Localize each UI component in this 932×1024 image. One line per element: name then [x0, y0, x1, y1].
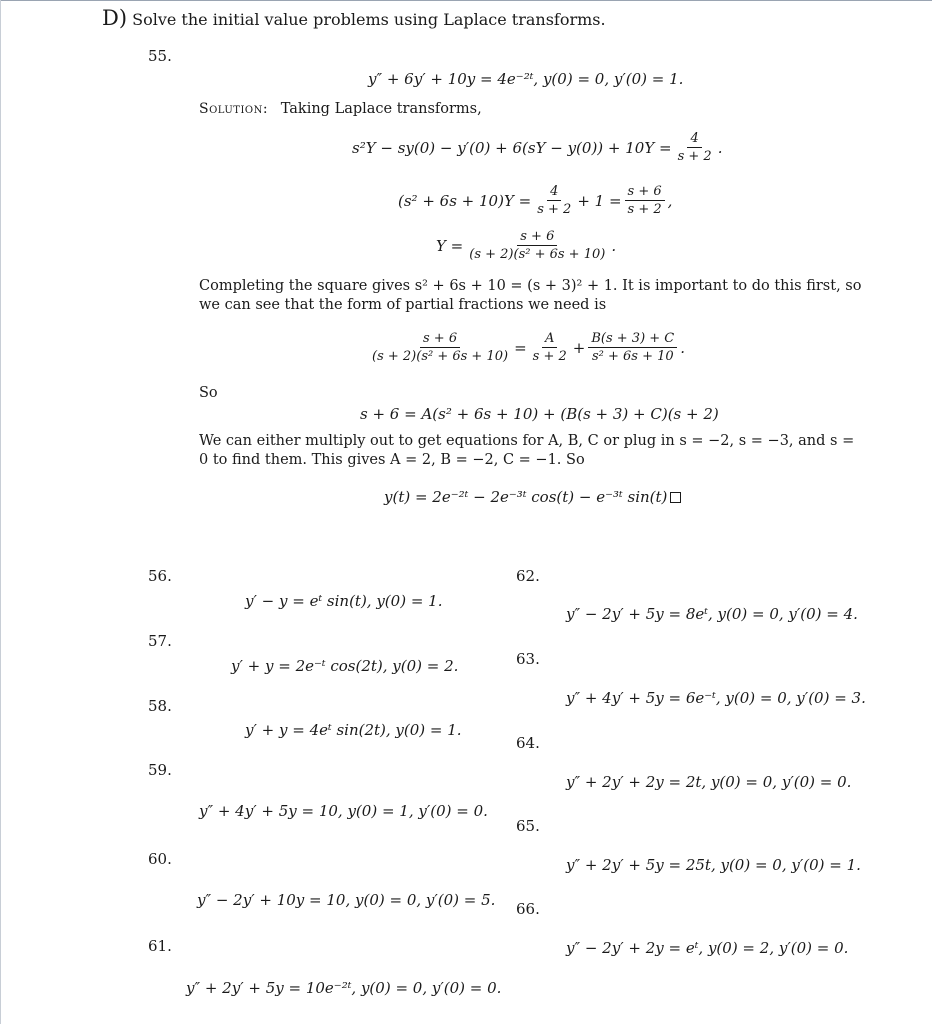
problem-equation-56: y′ − y = eᵗ sin(t), y(0) = 1.	[245, 592, 443, 610]
problem-equation-60: y″ − 2y′ + 10y = 10, y(0) = 0, y′(0) = 5.	[197, 891, 496, 909]
line2-f1-numerator: 4	[547, 184, 561, 201]
section-header	[102, 6, 606, 30]
pf-fraction-1	[369, 331, 511, 364]
pf-f1-denominator: (s + 2)(s² + 6s + 10)	[372, 349, 509, 364]
identity-equation: s + 6 = A(s² + 6s + 10) + (B(s + 3) + C)(s + 2)	[360, 405, 719, 423]
problem-number-62: 62.	[516, 567, 540, 585]
final-answer	[384, 488, 681, 506]
line3-lhs: Y =	[436, 236, 464, 255]
line1-lhs: s²Y − sy(0) − y′(0) + 6(sY − y(0)) + 10Y =	[352, 138, 672, 157]
answer-text: y(t) = 2e⁻²ᵗ − 2e⁻³ᵗ cos(t) − e⁻³ᵗ sin(t)	[384, 488, 668, 506]
transform-line-1	[352, 131, 722, 164]
problem-equation-58: y′ + y = 4eᵗ sin(2t), y(0) = 1.	[245, 721, 462, 739]
problem-number-59: 59.	[148, 761, 172, 779]
pf-f2-denominator: s + 2	[532, 349, 567, 364]
line2-fraction-2	[625, 184, 665, 217]
line2-f2-denominator: s + 2	[627, 202, 662, 217]
problem-number-56: 56.	[148, 567, 172, 585]
example-equation: y″ + 6y′ + 10y = 4e⁻²ᵗ, y(0) = 0, y′(0) = 1.	[368, 70, 684, 88]
line1-end: .	[717, 138, 723, 157]
pf-f3-denominator: s² + 6s + 10	[591, 349, 674, 364]
problem-equation-65: y″ + 2y′ + 5y = 25t, y(0) = 0, y′(0) = 1.	[566, 856, 861, 874]
line1-fraction	[675, 131, 715, 164]
pf-plus: +	[572, 338, 586, 357]
qed-square-icon	[670, 492, 681, 503]
line1-denominator: s + 2	[677, 149, 712, 164]
solution-intro: Taking Laplace transforms,	[280, 101, 482, 117]
page-top-border	[0, 0, 932, 1]
problem-number-60: 60.	[148, 850, 172, 868]
line2-f1-denominator: s + 2	[537, 202, 572, 217]
transform-line-3	[436, 229, 616, 262]
line2-fraction-1	[534, 184, 574, 217]
line2-end: ,	[667, 191, 673, 210]
problem-number-55: 55.	[148, 47, 172, 65]
transform-line-2	[398, 184, 672, 217]
problem-equation-62: y″ − 2y′ + 5y = 8eᵗ, y(0) = 0, y′(0) = 4.	[566, 605, 858, 623]
pf-fraction-3	[588, 331, 677, 364]
solution-heading	[199, 101, 482, 117]
pf-f1-numerator: s + 6	[420, 331, 460, 348]
pf-f3-numerator: B(s + 3) + C	[588, 331, 677, 348]
problem-equation-61: y″ + 2y′ + 5y = 10e⁻²ᵗ, y(0) = 0, y′(0) = 0.	[186, 979, 502, 997]
pf-end: .	[680, 338, 686, 357]
page-left-border	[0, 0, 1, 1024]
section-instruction: Solve the initial value problems using Laplace transforms.	[132, 10, 606, 29]
line2-f2-numerator: s + 6	[625, 184, 665, 201]
line3-end: .	[611, 236, 617, 255]
problem-equation-64: y″ + 2y′ + 2y = 2t, y(0) = 0, y′(0) = 0.	[566, 773, 852, 791]
pf-fraction-2	[530, 331, 570, 364]
problem-number-63: 63.	[516, 650, 540, 668]
problem-number-61: 61.	[148, 937, 172, 955]
partial-fraction-line	[366, 331, 685, 364]
line2-middle: + 1 =	[577, 191, 622, 210]
line3-numerator: s + 6	[517, 229, 557, 246]
problem-equation-63: y″ + 4y′ + 5y = 6e⁻ᵗ, y(0) = 0, y′(0) = 3.	[566, 689, 866, 707]
line3-denominator: (s + 2)(s² + 6s + 10)	[469, 247, 606, 262]
problem-number-57: 57.	[148, 632, 172, 650]
pf-f2-numerator: A	[542, 331, 557, 348]
problem-equation-59: y″ + 4y′ + 5y = 10, y(0) = 1, y′(0) = 0.	[199, 802, 488, 820]
pf-equals: =	[514, 338, 527, 357]
paragraph-completing-square: Completing the square gives s² + 6s + 10 = (s + 3)² + 1. It is important to do this first, so we can see that the form of partial fractions we need is	[199, 278, 862, 313]
problem-number-64: 64.	[516, 734, 540, 752]
problem-equation-66: y″ − 2y′ + 2y = eᵗ, y(0) = 2, y′(0) = 0.	[566, 939, 849, 957]
solution-label: Solution:	[199, 101, 269, 117]
line1-numerator: 4	[687, 131, 701, 148]
problem-equation-57: y′ + y = 2e⁻ᵗ cos(2t), y(0) = 2.	[231, 657, 459, 675]
problem-number-58: 58.	[148, 697, 172, 715]
problem-number-66: 66.	[516, 900, 540, 918]
so-label: So	[199, 385, 218, 401]
problem-number-65: 65.	[516, 817, 540, 835]
section-letter: D)	[102, 6, 128, 30]
line3-fraction	[466, 229, 608, 262]
line2-lhs: (s² + 6s + 10)Y =	[398, 191, 532, 210]
paragraph-solve-coefficients: We can either multiply out to get equations for A, B, C or plug in s = −2, s = −3, and s = 0 to find them. This gives A = 2, B = −2, C = −1. So	[199, 433, 855, 468]
